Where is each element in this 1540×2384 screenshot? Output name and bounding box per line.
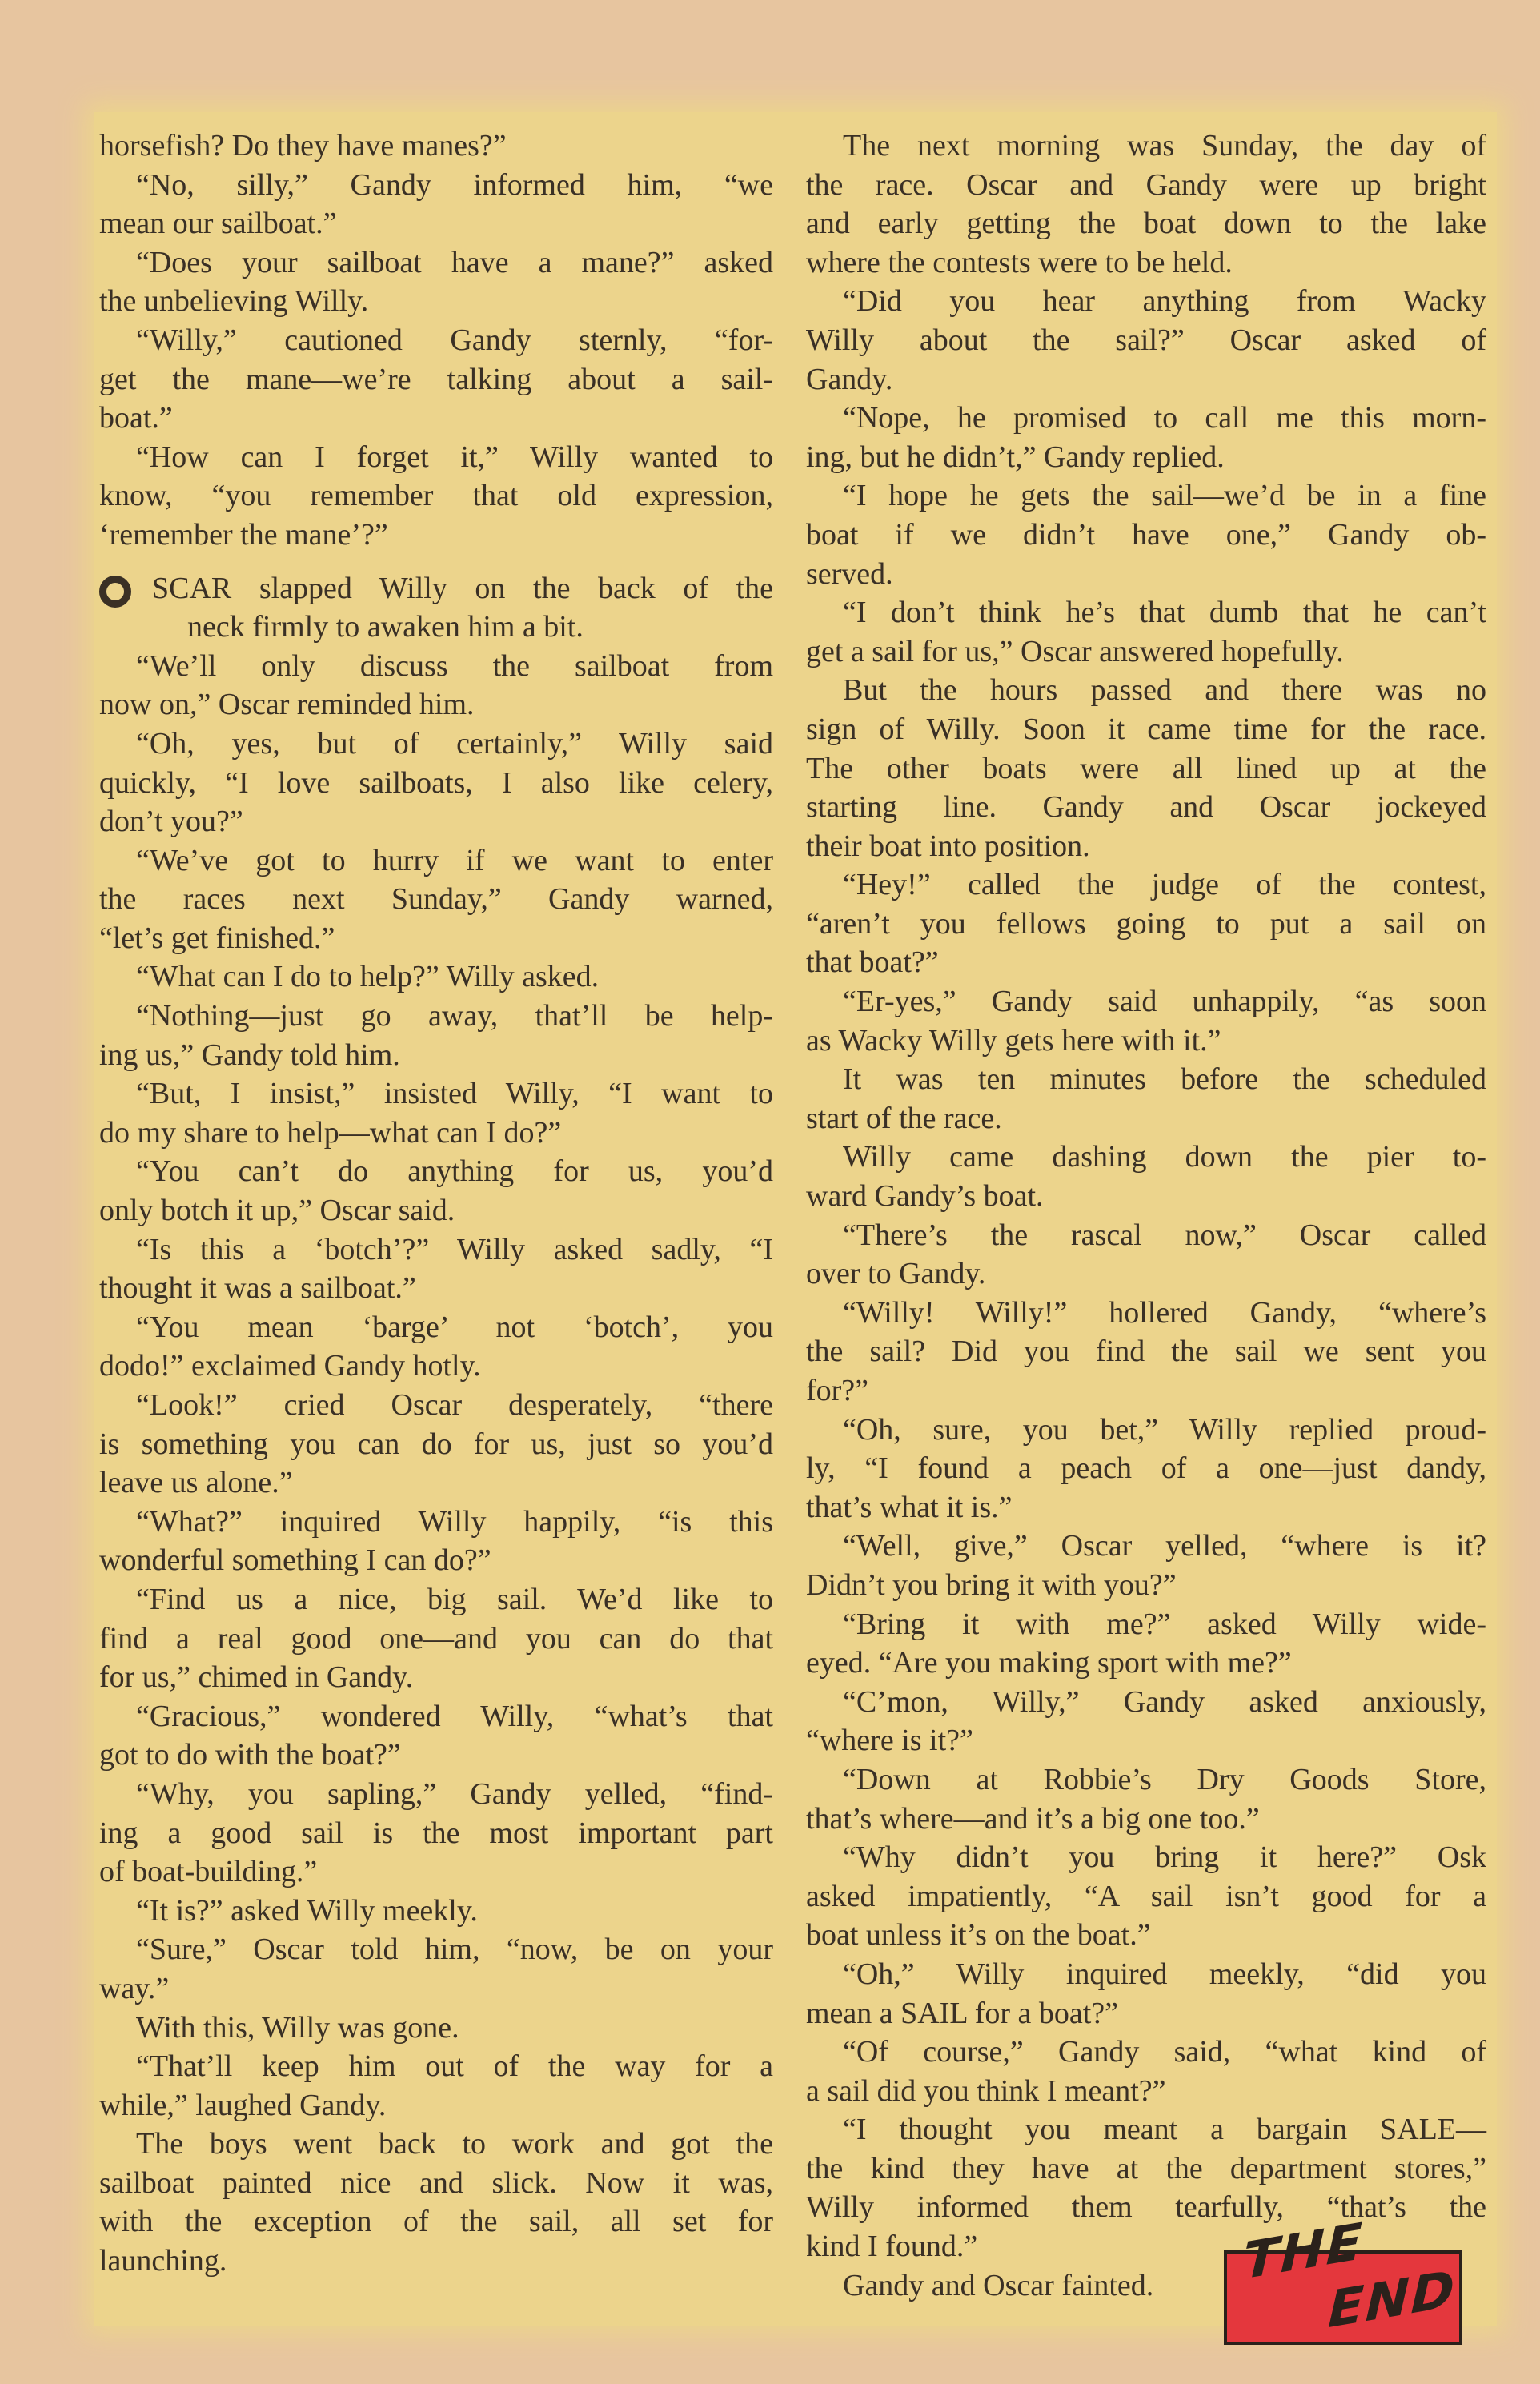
paragraph (806, 2033, 1486, 2110)
paragraph (806, 1683, 1486, 1760)
text-line: Didn’t you bring it with you?” (806, 1567, 1177, 1602)
text-line: starting line. Gandy and Oscar jockeyed (806, 790, 1486, 825)
text-line: Willy came dashing down the pier to- (843, 1140, 1486, 1174)
paragraph (99, 438, 773, 555)
text-line: “There’s the rascal now,” Oscar called (843, 1218, 1486, 1252)
paragraph (806, 593, 1486, 671)
text-line: kind I found.” (806, 2229, 978, 2264)
text-line: “Look!” cried Oscar desperately, “there (136, 1388, 773, 1422)
paragraph (99, 997, 773, 1074)
text-line: “Er-yes,” Gandy said unhappily, “as soon (843, 985, 1486, 1019)
text-line: over to Gandy. (806, 1257, 986, 1291)
text-line: It was ten minutes before the scheduled (843, 1062, 1486, 1097)
text-line: “Did you hear anything from Wacky (843, 284, 1486, 319)
text-line: and early getting the boat down to the lake (806, 207, 1486, 241)
text-line: “Why, you sapling,” Gandy yelled, “find- (136, 1776, 773, 1811)
text-line: SCAR slapped Willy on the back of the (152, 571, 773, 605)
text-line: mean our sailboat.” (99, 207, 337, 241)
paragraph (806, 399, 1486, 476)
text-line: “I thought you meant a bargain SALE— (843, 2113, 1486, 2147)
text-line: ‘remember the mane’?” (99, 517, 388, 552)
text-line: horsefish? Do they have manes?” (99, 129, 507, 163)
paragraph (99, 2047, 773, 2125)
text-line: the races next Sunday,” Gandy warned, (99, 882, 773, 917)
text-line: “Oh, yes, but of certainly,” Willy said (136, 726, 773, 761)
text-line: “Does your sailboat have a mane?” asked (136, 245, 773, 279)
text-line: With this, Willy was gone. (136, 2010, 459, 2045)
text-line: “Of course,” Gandy said, “what kind of (843, 2035, 1486, 2069)
text-line: “We’ll only discuss the sailboat from (136, 648, 773, 683)
paragraph (99, 1503, 773, 1580)
text-line: the race. Oscar and Gandy were up bright (806, 167, 1486, 202)
text-line: for?” (806, 1374, 869, 1407)
text-line: mean a SAIL for a boat?” (806, 1996, 1119, 2030)
text-line: that’s what it is.” (806, 1490, 1013, 1524)
text-line: The boys went back to work and got the (136, 2127, 773, 2161)
text-line: “Why didn’t you bring it here?” Osk (843, 1840, 1486, 1875)
paragraph (806, 2110, 1486, 2266)
paragraph (99, 1230, 773, 1308)
paragraph (99, 647, 773, 724)
text-line: of boat-building.” (99, 1855, 318, 1889)
text-line: a sail did you think I meant?” (806, 2073, 1166, 2108)
paragraph (806, 126, 1486, 282)
text-line: “Oh, sure, you bet,” Willy replied proud- (843, 1412, 1486, 1447)
text-line: eyed. “Are you making sport with me?” (806, 1646, 1292, 1680)
text-line: boat if we didn’t have one,” Gandy ob- (806, 517, 1486, 552)
text-line: “Well, give,” Oscar yelled, “where is it? (843, 1529, 1486, 1563)
text-line: don’t you?” (99, 805, 243, 839)
text-line: “where is it?” (806, 1724, 973, 1758)
text-line: “Bring it with me?” asked Willy wide- (843, 1607, 1486, 1641)
paragraph (806, 982, 1486, 1060)
text-line: is something you can do for us, just so you’d (99, 1427, 773, 1461)
text-line: ward Gandy’s boat. (806, 1179, 1044, 1214)
text-line: “Gracious,” wondered Willy, “what’s that (136, 1699, 773, 1733)
text-line: “Oh,” Willy inquired meekly, “did you (843, 1957, 1486, 1991)
text-line: that boat?” (806, 945, 939, 980)
text-line: boat.” (99, 401, 173, 435)
text-line: only botch it up,” Oscar said. (99, 1194, 455, 1228)
text-line: get the mane—we’re talking about a sail- (99, 362, 773, 396)
paragraph (99, 126, 773, 166)
text-line: “Down at Robbie’s Dry Goods Store, (843, 1762, 1486, 1796)
text-line: way.” (99, 1971, 170, 2005)
paragraph (99, 724, 773, 841)
text-line: boat unless it’s on the boat.” (806, 1918, 1151, 1953)
text-line: “No, silly,” Gandy informed him, “we (136, 167, 773, 202)
text-line: with the exception of the sail, all set for (99, 2205, 773, 2239)
text-line: “It is?” asked Willy meekly. (136, 1893, 478, 1928)
text-line: “What can I do to help?” Willy asked. (136, 960, 600, 994)
paragraph (806, 282, 1486, 399)
paragraph (99, 957, 773, 997)
text-line: “How can I forget it,” Willy wanted to (136, 439, 773, 474)
text-line: The next morning was Sunday, the day of (843, 129, 1486, 163)
text-line: “We’ve got to hurry if we want to enter (136, 843, 773, 877)
text-line: as Wacky Willy gets here with it.” (806, 1023, 1221, 1058)
paragraph (806, 1605, 1486, 1683)
text-line: do my share to help—what can I do?” (99, 1115, 562, 1150)
text-line: “Find us a nice, big sail. We’d like to (136, 1582, 773, 1616)
text-line: neck firmly to awaken him a bit. (187, 610, 584, 644)
paragraph (99, 1386, 773, 1503)
text-line: ing a good sail is the most important part (99, 1816, 773, 1850)
paragraph (806, 1760, 1486, 1838)
paragraph (806, 671, 1486, 865)
text-line: Gandy and Oscar fainted. (843, 2268, 1154, 2302)
text-line: ing us,” Gandy told him. (99, 1037, 400, 1072)
text-line: thought it was a sailboat.” (99, 1271, 416, 1306)
text-line: sign of Willy. Soon it came time for the race. (806, 712, 1486, 746)
paragraph (806, 1411, 1486, 1527)
text-line: dodo!” exclaimed Gandy hotly. (99, 1349, 481, 1383)
paragraph (806, 1527, 1486, 1604)
paragraph (99, 321, 773, 438)
text-line: served. (806, 556, 893, 591)
paragraph (99, 243, 773, 321)
paragraph (99, 2009, 773, 2048)
text-column-right (806, 126, 1486, 2340)
text-line: for us,” chimed in Gandy. (99, 1660, 414, 1695)
paragraph (806, 1138, 1486, 1215)
text-line: the sail? Did you find the sail we sent you (806, 1334, 1486, 1369)
text-line: find a real good one—and you can do that (99, 1621, 773, 1656)
text-line: “let’s get finished.” (99, 921, 335, 955)
text-line: “C’mon, Willy,” Gandy asked anxiously, (843, 1684, 1486, 1719)
the-end-banner (1224, 2212, 1462, 2345)
text-line: “aren’t you fellows going to put a sail on (806, 906, 1486, 941)
text-line: “Willy,” cautioned Gandy sternly, “for- (136, 323, 773, 357)
text-line: quickly, “I love sailboats, I also like celery, (99, 765, 773, 800)
drop-cap-o (99, 576, 131, 608)
paragraph (99, 166, 773, 243)
text-line: “That’ll keep him out of the way for a (136, 2049, 773, 2084)
text-line: “Nothing—just go away, that’ll be help- (136, 999, 773, 1033)
text-line: wonderful something I can do?” (99, 1543, 491, 1578)
paragraph (99, 1580, 773, 1697)
text-line: that’s where—and it’s a big one too.” (806, 1801, 1260, 1836)
paragraph (99, 1074, 773, 1152)
text-line: now on,” Oscar reminded him. (99, 688, 475, 722)
text-line: ly, “I found a peach of a one—just dandy, (806, 1451, 1486, 1486)
paragraph (99, 1697, 773, 1775)
the-end-word-end: END (1326, 2259, 1458, 2340)
paragraph (806, 1955, 1486, 2033)
text-line: Gandy. (806, 362, 893, 396)
paragraph (806, 1060, 1486, 1138)
text-line: Willy informed them tearfully, “that’s the (806, 2190, 1486, 2225)
text-line: “What?” inquired Willy happily, “is this (136, 1504, 773, 1539)
paragraph (99, 841, 773, 958)
paragraph (99, 1308, 773, 1386)
text-line: got to do with the boat?” (99, 1738, 401, 1772)
text-column-left (99, 126, 773, 2281)
paragraph (99, 1152, 773, 1230)
text-line: where the contests were to be held. (806, 245, 1233, 279)
text-line: “Sure,” Oscar told him, “now, be on your (136, 1932, 773, 1967)
paragraph (99, 2125, 773, 2280)
text-line: “Hey!” called the judge of the contest, (843, 868, 1486, 902)
paragraph (99, 1892, 773, 1931)
text-line: “Is this a ‘botch’?” Willy asked sadly, “I (136, 1232, 773, 1266)
paragraph (99, 1775, 773, 1892)
text-line: the unbelieving Willy. (99, 284, 369, 319)
paragraph (99, 569, 773, 647)
text-line: “I hope he gets the sail—we’d be in a fine (843, 479, 1486, 513)
text-line: their boat into position. (806, 829, 1090, 863)
text-line: sailboat painted nice and slick. Now it was, (99, 2165, 773, 2200)
text-line: know, “you remember that old expression, (99, 479, 773, 513)
paragraph (806, 1294, 1486, 1411)
paragraph (99, 1930, 773, 2008)
text-line: “Willy! Willy!” hollered Gandy, “where’s (843, 1295, 1486, 1330)
text-line: “You can’t do anything for us, you’d (136, 1154, 773, 1189)
text-line: asked impatiently, “A sail isn’t good for a (806, 1879, 1486, 1913)
text-line: start of the race. (806, 1101, 1002, 1135)
text-line: “Nope, he promised to call me this morn- (843, 401, 1486, 435)
paragraph (806, 1216, 1486, 1294)
text-line: leave us alone.” (99, 1466, 293, 1500)
text-line: the kind they have at the department stores,” (806, 2151, 1486, 2185)
the-end-word-the: THE (1242, 2212, 1365, 2291)
text-line: “But, I insist,” insisted Willy, “I want to (136, 1077, 773, 1111)
paragraph (806, 476, 1486, 593)
text-line: “I don’t think he’s that dumb that he can’t (843, 596, 1486, 630)
paragraph (806, 865, 1486, 982)
text-line: launching. (99, 2244, 227, 2278)
text-line: Willy about the sail?” Oscar asked of (806, 323, 1486, 357)
text-line: The other boats were all lined up at the (806, 751, 1486, 785)
text-line: “You mean ‘barge’ not ‘botch’, you (136, 1310, 773, 1344)
text-line: But the hours passed and there was no (843, 673, 1486, 708)
paragraph (806, 1838, 1486, 1955)
text-line: ing, but he didn’t,” Gandy replied. (806, 439, 1225, 474)
text-line: get a sail for us,” Oscar answered hopefully. (806, 634, 1344, 668)
text-line: while,” laughed Gandy. (99, 2088, 387, 2122)
